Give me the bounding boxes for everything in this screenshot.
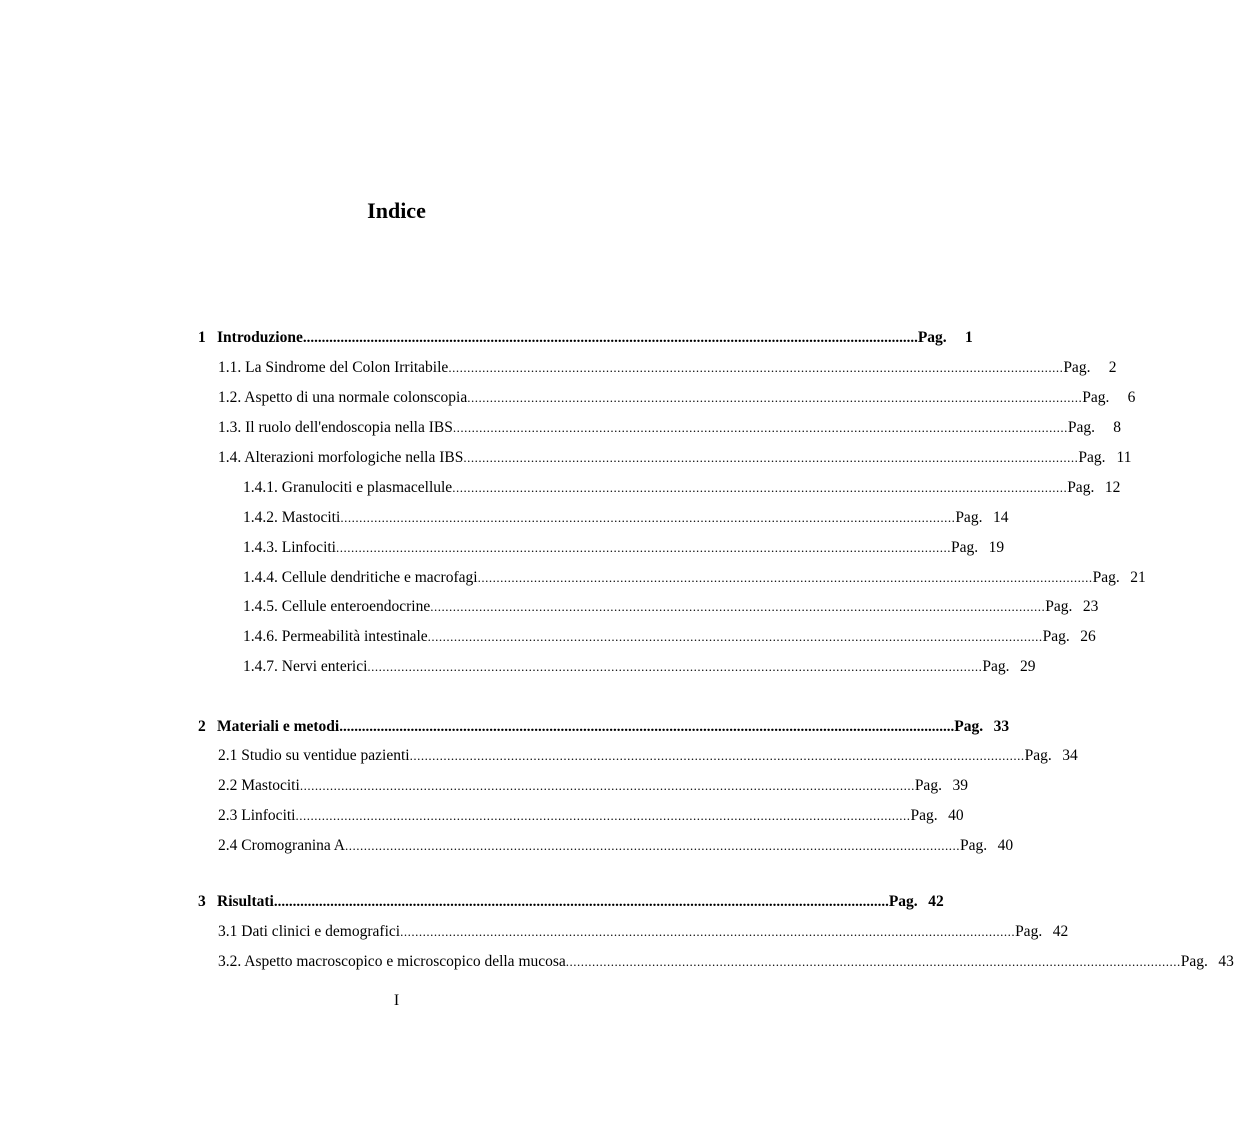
toc-page-prefix: Pag. <box>960 837 988 854</box>
toc-page-prefix: Pag. <box>917 329 947 346</box>
toc-page-prefix: Pag. <box>951 539 979 556</box>
toc-entry[interactable] <box>0 716 1010 738</box>
toc-page-number: 26 <box>1080 628 1096 645</box>
toc-entry-body <box>217 716 1010 738</box>
toc-page-number: 1 <box>964 329 973 346</box>
toc-entry-label: 2.2 Mastociti <box>218 777 300 794</box>
toc-entry-body <box>218 417 1121 439</box>
toc-page-number: 33 <box>993 718 1010 735</box>
toc-entry[interactable] <box>0 477 1121 499</box>
toc-page-prefix: Pag. <box>1180 953 1208 970</box>
toc-entry-body <box>243 537 1005 559</box>
toc-entry[interactable] <box>0 327 973 349</box>
toc-entry-body <box>243 626 1096 648</box>
toc-entry-label: 1.4.1. Granulociti e plasmacellule <box>243 479 453 496</box>
toc-page-number: 19 <box>988 539 1005 556</box>
toc-dot-leader: .................................................................................................................................................................... <box>409 748 1025 763</box>
toc-dot-leader: .................................................................................................................................................................... <box>339 719 955 735</box>
toc-chapter-number: 2 <box>198 718 206 735</box>
toc-entry-body <box>218 805 964 827</box>
toc-dot-leader: .................................................................................................................................................................... <box>452 420 1068 435</box>
toc-entry[interactable] <box>0 357 1117 379</box>
toc-page-number: 29 <box>1020 658 1036 675</box>
toc-entry[interactable] <box>0 891 944 913</box>
toc-entry-body <box>243 477 1121 499</box>
toc-entry-label: 1.4.7. Nervi enterici <box>243 658 368 675</box>
toc-page-prefix: Pag. <box>1015 923 1043 940</box>
toc-page-prefix: Pag. <box>954 718 984 735</box>
toc-page-prefix: Pag. <box>1042 628 1070 645</box>
toc-page-prefix: Pag. <box>888 893 918 910</box>
toc-entry[interactable] <box>0 387 1136 409</box>
toc-entry-label: 1.1. La Sindrome del Colon Irritabile <box>218 359 449 376</box>
toc-dot-leader: .................................................................................................................................................................... <box>452 480 1068 495</box>
toc-dot-leader: .................................................................................................................................................................... <box>295 808 911 823</box>
toc-page-number: 14 <box>992 509 1009 526</box>
toc-page-prefix: Pag. <box>1024 747 1052 764</box>
toc-dot-leader: .................................................................................................................................................................... <box>427 629 1043 644</box>
toc-entry[interactable] <box>0 507 1009 529</box>
toc-entry-body <box>217 891 944 913</box>
toc-dot-leader: .................................................................................................................................................................... <box>302 330 918 346</box>
toc-entry-body <box>218 357 1117 379</box>
toc-entry-body <box>218 921 1069 943</box>
toc-entry[interactable] <box>0 951 1234 973</box>
page-title: Indice <box>367 198 426 223</box>
toc-page-number: 42 <box>928 893 944 910</box>
toc-page-number: 43 <box>1218 953 1234 970</box>
toc-entry-label: 2.1 Studio su ventidue pazienti <box>218 747 410 764</box>
toc-dot-leader: .................................................................................................................................................................... <box>345 838 960 853</box>
toc-dot-leader: .................................................................................................................................................................... <box>336 540 951 555</box>
toc-entry[interactable] <box>0 626 1096 648</box>
toc-entry-label: 3.1 Dati clinici e demografici <box>218 923 401 940</box>
toc-page-prefix: Pag. <box>1082 389 1110 406</box>
toc-page-prefix: Pag. <box>910 807 938 824</box>
toc-entry-label: 1.4.4. Cellule dendritiche e macrofagi <box>243 569 478 586</box>
toc-page-number: 39 <box>952 777 968 794</box>
toc-entry-body <box>218 387 1136 409</box>
toc-page-prefix: Pag. <box>982 658 1010 675</box>
toc-entry[interactable] <box>0 567 1146 589</box>
toc-entry-body <box>218 951 1234 973</box>
toc-page-prefix: Pag. <box>1063 359 1091 376</box>
toc-entry-label: 1.4.5. Cellule enteroendocrine <box>243 598 431 615</box>
toc-page-number: 40 <box>997 837 1014 854</box>
toc-entry-body <box>217 327 973 349</box>
toc-dot-leader: .................................................................................................................................................................... <box>299 778 915 793</box>
toc-entry-body <box>218 447 1132 469</box>
toc-entry-body <box>218 745 1078 767</box>
toc-entry[interactable] <box>0 447 1132 469</box>
toc-entry[interactable] <box>0 417 1121 439</box>
toc-entry-body <box>218 775 968 797</box>
toc-page-number: 6 <box>1127 389 1136 406</box>
toc-entry-label: Introduzione <box>217 329 303 346</box>
toc-entry-body <box>243 596 1099 618</box>
toc-dot-leader: .................................................................................................................................................................... <box>400 924 1016 939</box>
toc-page-number: 42 <box>1052 923 1069 940</box>
toc-dot-leader: .................................................................................................................................................................... <box>367 659 983 674</box>
toc-dot-leader: .................................................................................................................................................................... <box>467 390 1083 405</box>
toc-entry-body <box>243 507 1009 529</box>
toc-chapter-number: 3 <box>198 893 206 910</box>
toc-entry-label: 2.4 Cromogranina A <box>218 837 345 854</box>
toc-entry-body <box>218 835 1014 857</box>
toc-page-number: 2 <box>1108 359 1117 376</box>
toc-entry-label: 1.4.2. Mastociti <box>243 509 341 526</box>
toc-entry[interactable] <box>0 745 1078 767</box>
toc-page-number: 23 <box>1082 598 1099 615</box>
toc-page-prefix: Pag. <box>955 509 983 526</box>
toc-dot-leader: .................................................................................................................................................................... <box>430 599 1046 614</box>
toc-entry[interactable] <box>0 805 964 827</box>
toc-page-number: 34 <box>1062 747 1078 764</box>
toc-dot-leader: .................................................................................................................................................................... <box>273 894 889 910</box>
toc-page-prefix: Pag. <box>1067 419 1095 436</box>
toc-page-number: 8 <box>1113 419 1121 436</box>
toc-entry-label: 2.3 Linfociti <box>218 807 296 824</box>
toc-entry-label: 1.4.6. Permeabilità intestinale <box>243 628 428 645</box>
toc-page-prefix: Pag. <box>1067 479 1095 496</box>
toc-chapter-number: 1 <box>198 329 206 346</box>
toc-page-prefix: Pag. <box>1092 569 1120 586</box>
toc-dot-leader: .................................................................................................................................................................... <box>340 510 956 525</box>
toc-entry-label: 3.2. Aspetto macroscopico e microscopico della mucosa <box>218 953 566 970</box>
toc-page-number: 21 <box>1130 569 1146 586</box>
toc-dot-leader: .................................................................................................................................................................... <box>448 360 1064 375</box>
toc-dot-leader: .................................................................................................................................................................... <box>463 450 1079 465</box>
toc-page-number: 12 <box>1104 479 1121 496</box>
toc-entry[interactable] <box>0 596 1099 618</box>
toc-page-prefix: Pag. <box>1045 598 1073 615</box>
page-number: I <box>393 992 400 1009</box>
toc-entry-body <box>243 656 1036 678</box>
toc-dot-leader: .................................................................................................................................................................... <box>565 954 1181 969</box>
toc-page-number: 40 <box>948 807 964 824</box>
toc-page-prefix: Pag. <box>914 777 942 794</box>
toc-entry-label: 1.4.3. Linfociti <box>243 539 336 556</box>
toc-dot-leader: .................................................................................................................................................................... <box>477 570 1093 585</box>
toc-entry-body <box>243 567 1146 589</box>
toc-entry-label: Materiali e metodi <box>217 718 340 735</box>
toc-entry[interactable] <box>0 656 1036 678</box>
toc-entry-label: 1.2. Aspetto di una normale colonscopia <box>218 389 468 406</box>
toc-entry-label: 1.3. Il ruolo dell'endoscopia nella IBS <box>218 419 453 436</box>
toc-page-prefix: Pag. <box>1078 449 1106 466</box>
toc-entry[interactable] <box>0 537 1005 559</box>
toc-page-number: 11 <box>1116 449 1132 466</box>
toc-entry[interactable] <box>0 835 1014 857</box>
toc-entry[interactable] <box>0 921 1069 943</box>
toc-entry[interactable] <box>0 775 968 797</box>
toc-entry-label: 1.4. Alterazioni morfologiche nella IBS <box>218 449 464 466</box>
toc-entry-label: Risultati <box>217 893 274 910</box>
